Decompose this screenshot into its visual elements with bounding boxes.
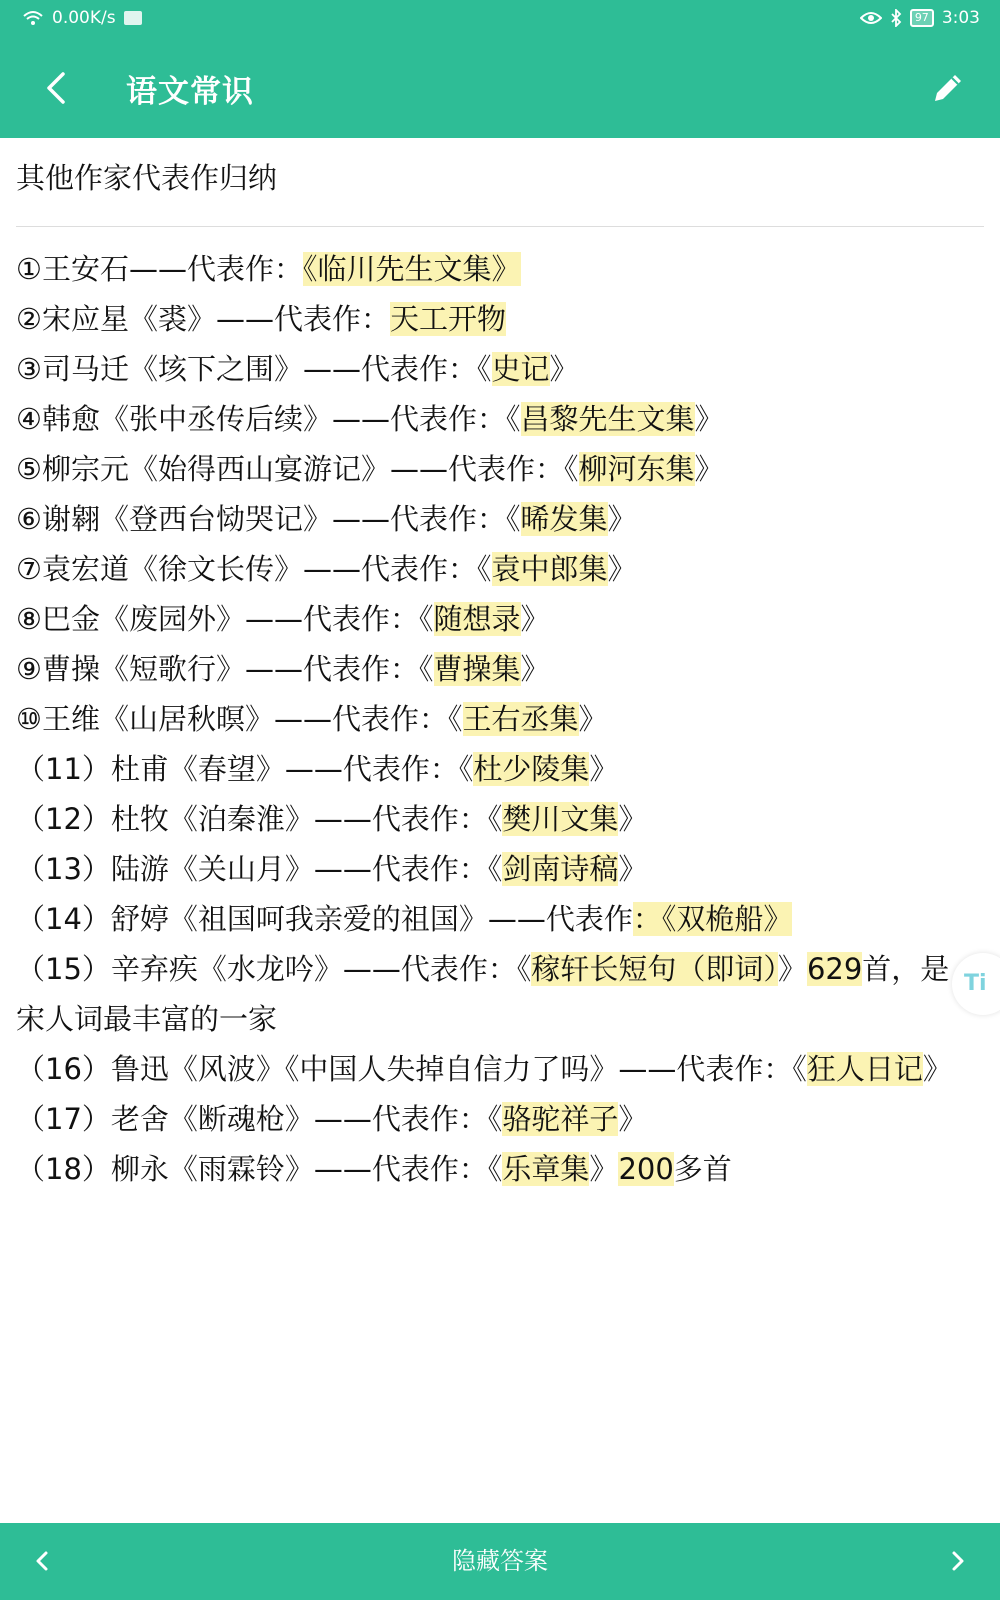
list-item: ①王安石——代表作：《临川先生文集》 (16, 252, 521, 286)
list-item: ④韩愈《张中丞传后续》——代表作：《昌黎先生文集》 (16, 402, 724, 436)
app-bar (0, 38, 1000, 138)
list-item: ③司马迁《垓下之围》——代表作：《史记》 (16, 352, 579, 386)
list-item: （12）杜牧《泊秦淮》——代表作：《樊川文集》 (16, 802, 648, 836)
page-title: 语文常识 (126, 74, 254, 110)
list-item: （16）鲁迅《风波》《中国人失掉自信力了吗》——代表作：《狂人日记》 (16, 1052, 952, 1086)
pencil-icon (931, 71, 965, 105)
list-item: （17）老舍《断魂枪》——代表作：《骆驼祥子》 (16, 1102, 648, 1136)
bluetooth-icon (890, 9, 902, 27)
list-item: （14）舒婷《祖国呵我亲爱的祖国》——代表作：《双桅船》 (16, 902, 793, 936)
net-speed: 0.00K/s (52, 8, 116, 28)
list-item: （13）陆游《关山月》——代表作：《剑南诗稿》 (16, 852, 648, 886)
list-item: （11）杜甫《春望》——代表作：《杜少陵集》 (16, 752, 619, 786)
hide-answer-button[interactable]: 隐藏答案 (452, 1547, 548, 1575)
list-item: ⑧巴金《废园外》——代表作：《随想录》 (16, 602, 550, 636)
list-item: （15）辛弃疾《水龙吟》——代表作：《稼轩长短句（即词）》629首，是宋人词最丰富的一家 (16, 952, 950, 1036)
divider (16, 226, 984, 227)
floating-widget[interactable]: Ti (952, 953, 1000, 1015)
list-item: ⑨曹操《短歌行》——代表作：《曹操集》 (16, 652, 550, 686)
list-item: ⑥谢翱《登西台恸哭记》——代表作：《晞发集》 (16, 502, 637, 536)
section-title: 其他作家代表作归纳 (16, 161, 278, 195)
chevron-left-icon (35, 1550, 49, 1572)
edit-button[interactable] (926, 66, 970, 110)
wifi-icon (22, 9, 44, 27)
list-item: ⑦袁宏道《徐文长传》——代表作：《袁中郎集》 (16, 552, 637, 586)
answer-list (16, 244, 966, 1194)
back-button[interactable] (36, 68, 76, 108)
status-bar (0, 0, 1000, 38)
notification-icon (124, 11, 142, 25)
chevron-right-icon (951, 1550, 965, 1572)
content-area (0, 138, 1000, 1523)
bottom-bar (0, 1523, 1000, 1600)
next-button[interactable] (938, 1541, 978, 1581)
clock: 3:03 (941, 8, 980, 28)
previous-button[interactable] (22, 1541, 62, 1581)
list-item: （18）柳永《雨霖铃》——代表作：《乐章集》200多首 (16, 1152, 732, 1186)
eye-icon (860, 10, 882, 26)
battery-icon: 97 (910, 9, 934, 27)
chevron-left-icon (45, 71, 67, 105)
list-item: ⑤柳宗元《始得西山宴游记》——代表作：《柳河东集》 (16, 452, 724, 486)
list-item: ②宋应星《裘》——代表作：天工开物 (16, 302, 507, 336)
list-item: ⑩王维《山居秋暝》——代表作：《王右丞集》 (16, 702, 608, 736)
